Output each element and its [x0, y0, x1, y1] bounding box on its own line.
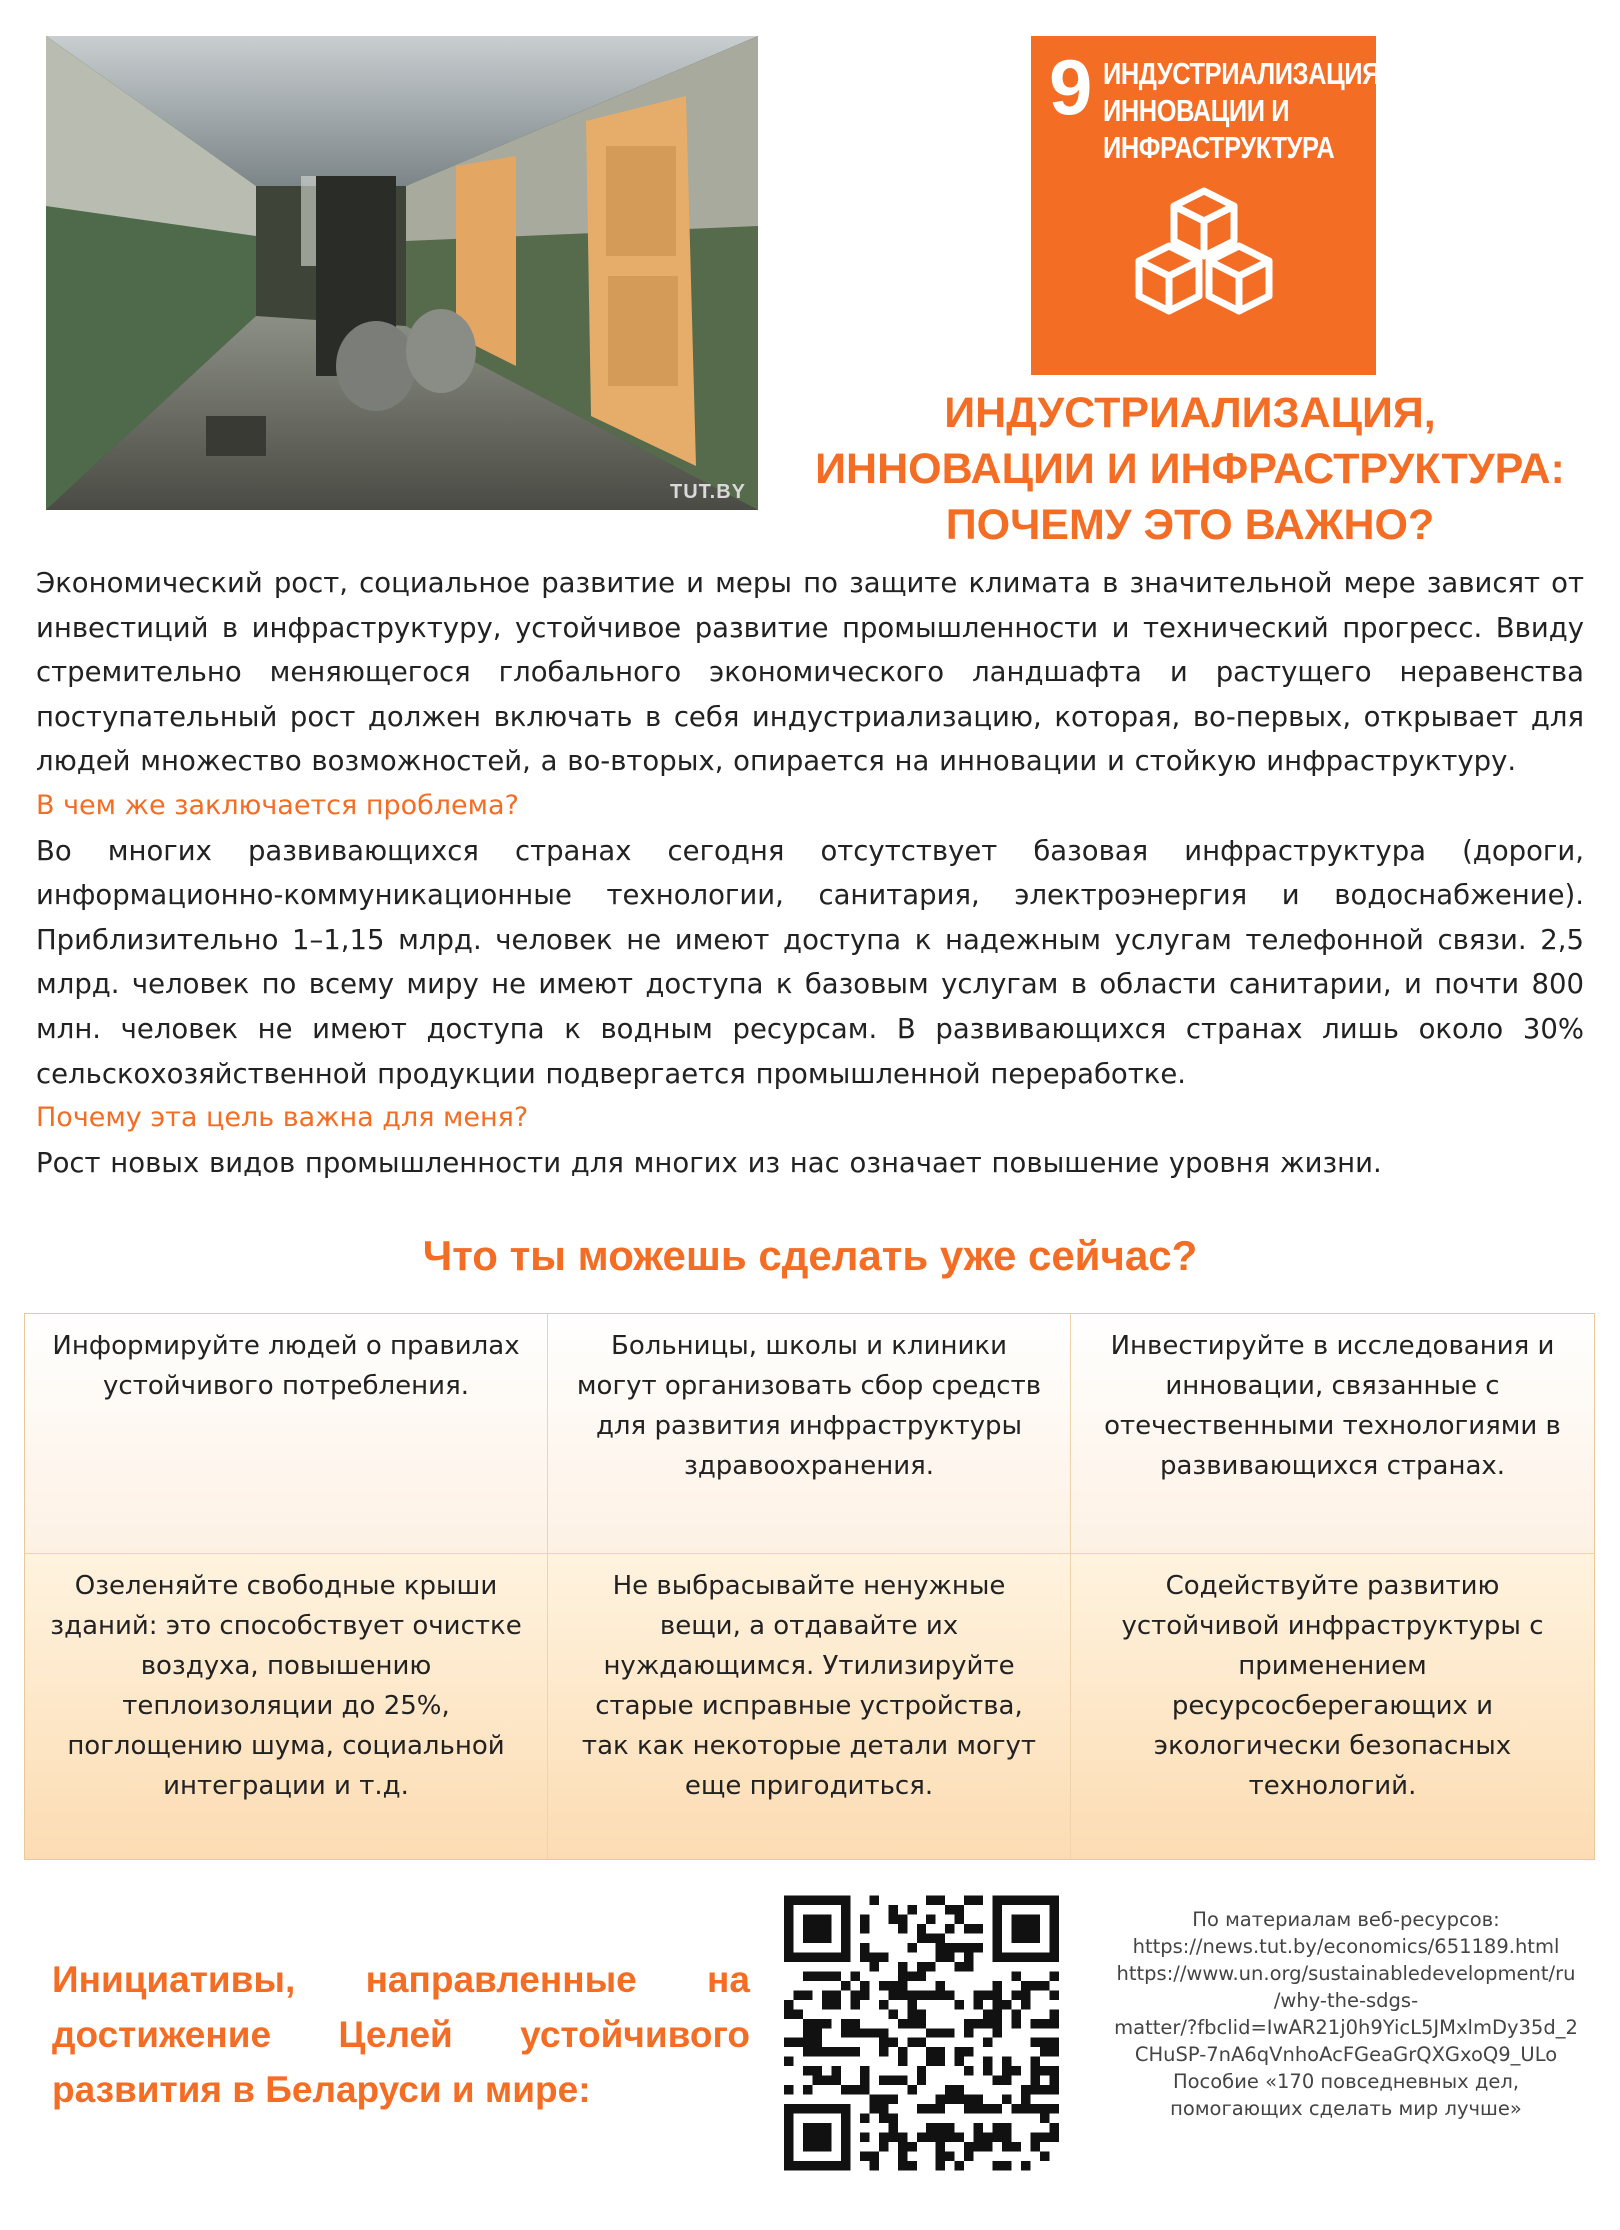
sdg-number: 9: [1049, 43, 1093, 131]
intro-paragraph: Экономический рост, социальное развитие и меры по защите климата в значительной мере зависят от инвестиций в инфраструктуру, устойчивое развитие промышленности и технический прогресс. Ввиду стремительно меняющегося глобального экономического ландшафта и растущего неравенства поступательный рост должен включать в себя индустриализацию, которая, во-первых, открывает для людей множество возможностей, а во-вторых, опирается на инновации и стойкую инфраструктуру.: [36, 567, 1584, 778]
sdg-title: [1103, 56, 1387, 167]
photo-watermark: TUT.BY: [670, 481, 746, 503]
sdg-goal-tile: [1031, 36, 1387, 375]
sources-list: [1096, 1906, 1596, 2122]
page-title-line: ПОЧЕМУ ЭТО ВАЖНО?: [945, 501, 1435, 549]
actions-table: [24, 1313, 1595, 1860]
page-title-line: ИНДУСТРИАЛИЗАЦИЯ,: [944, 389, 1436, 437]
problem-heading: В чем же заключается проблема?: [36, 789, 519, 821]
article-body: [36, 561, 1584, 1185]
qr-code-icon[interactable]: [784, 1893, 1059, 2173]
sources-heading: По материалам веб-ресурсов:: [1192, 1908, 1500, 1931]
initiatives-line: Инициативы, направленные на: [52, 1959, 750, 2000]
source-link[interactable]: /why-the-sdgs-: [1273, 1989, 1419, 2012]
cubes-icon: [1129, 186, 1279, 346]
page-title-line: ИННОВАЦИИ И ИНФРАСТРУКТУРА:: [815, 445, 1565, 493]
initiatives-line: достижение Целей устойчивого: [52, 2014, 750, 2055]
actions-heading: Что ты можешь сделать уже сейчас?: [422, 1232, 1198, 1279]
action-cell: Инвестируйте в исследования и инновации, связанные с отечественными технологиями в развивающихся странах.: [1071, 1314, 1594, 1554]
action-cell: Озеленяйте свободные крыши зданий: это способствует очистке воздуха, повышению теплоизоляции до 25%, поглощению шума, социальной интеграции и т.д.: [25, 1554, 548, 1859]
action-cell: Содействуйте развитию устойчивой инфраструктуры с применением ресурсосберегающих и экологически безопасных технологий.: [1071, 1554, 1594, 1859]
sdg-title-line: ИНФРАСТРУКТУРА: [1103, 129, 1335, 165]
sdg-title-line: ИННОВАЦИИ И: [1103, 92, 1290, 128]
action-cell: Не выбрасывайте ненужные вещи, а отдавайте их нуждающимся. Утилизируйте старые исправные устройства, так как некоторые детали могут еще пригодиться.: [548, 1554, 1071, 1859]
initiatives-line: развития в Беларуси и мире:: [52, 2069, 591, 2110]
source-text: Пособие «170 повседневных дел,: [1172, 2070, 1520, 2093]
source-link[interactable]: CHuSP-7nA6qVnhoAcFGeaGrQXGxoQ9_ULo: [1134, 2043, 1558, 2066]
initiatives-caption: [52, 1952, 750, 2117]
action-cell: Больницы, школы и клиники могут организовать сбор средств для развития инфраструктуры здравоохранения.: [548, 1314, 1071, 1554]
problem-paragraph: Во многих развивающихся странах сегодня отсутствует базовая инфраструктура (дороги, информационно-коммуникационные технологии, санитария, электроэнергия и водоснабжение). Приблизительно 1–1,15 млрд. человек не имеют доступа к надежным услугам телефонной связи. 2,5 млрд. человек по всему миру не имеют доступа к базовым услугам в области санитарии, и почти 800 млн. человек не имеют доступа к водным ресурсам. В развивающихся странах лишь около 30% сельскохозяйственной продукции подвергается промышленной переработке.: [36, 834, 1584, 1090]
source-text: помогающих сделать мир лучше»: [1170, 2097, 1522, 2120]
factory-corridor-image: [46, 36, 758, 510]
source-link[interactable]: https://news.tut.by/economics/651189.html: [1132, 1935, 1560, 1958]
why-heading: Почему эта цель важна для меня?: [36, 1102, 529, 1134]
source-link[interactable]: matter/?fbclid=IwAR21j0h9YicL5JMxlmDy35d_2: [1114, 2016, 1578, 2039]
source-link[interactable]: https://www.un.org/sustainabledevelopment/ru: [1116, 1962, 1576, 1985]
why-paragraph: Рост новых видов промышленности для многих из нас означает повышение уровня жизни.: [36, 1146, 1382, 1179]
action-cell: Информируйте людей о правилах устойчивого потребления.: [25, 1314, 548, 1554]
corridor-photo: [46, 36, 758, 510]
page-title: [760, 385, 1620, 553]
sdg-title-line: ИНДУСТРИАЛИЗАЦИЯ,: [1103, 56, 1387, 91]
